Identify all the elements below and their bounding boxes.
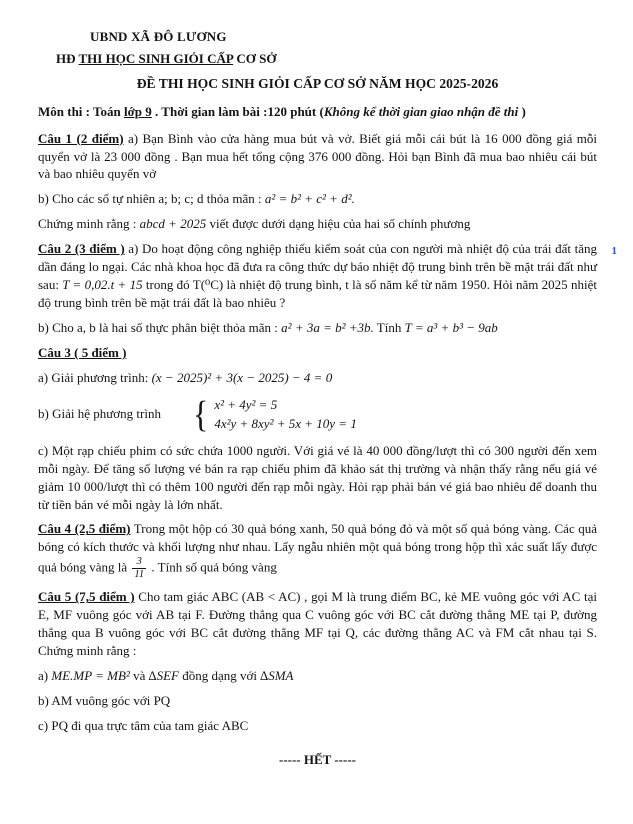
question-1-label: Câu 1 (2 điểm) bbox=[38, 130, 124, 146]
header-org: UBND XÃ ĐÔ LƯƠNG bbox=[90, 29, 227, 44]
question-2-part-a bbox=[38, 240, 597, 312]
question-1-part-b bbox=[38, 190, 597, 208]
q5-a-formula-1: ME.MP = MB² bbox=[51, 668, 130, 684]
question-1-b-text: b) Cho các số tự nhiên a; b; c; d thỏa mãn : bbox=[38, 191, 265, 207]
q5-a-triangle-2: ∆SMA bbox=[260, 668, 294, 684]
end-marker: ----- HẾT ----- bbox=[278, 752, 356, 767]
question-3-part-a bbox=[38, 369, 597, 387]
question-3-part-c bbox=[38, 442, 597, 514]
q5-a-mid-1: và bbox=[129, 668, 149, 684]
q5-a-pre: a) bbox=[38, 668, 52, 684]
question-3-b-text: b) Giải hệ phương trình bbox=[38, 406, 161, 422]
probability-fraction bbox=[132, 556, 146, 581]
question-5-intro bbox=[38, 588, 597, 660]
question-2-b-formula-1: a² + 3a = b² +3b. bbox=[281, 320, 374, 335]
question-3-a-equation: (x − 2025)² + 3(x − 2025) − 4 = 0 bbox=[151, 369, 333, 385]
question-2-a-text-1: a) Do hoạt động công nghiệp thiếu kiểm soát của con người mà nhiệt độ của trái đất tăng dần đáng lo ngại. Các nhà khoa học đã đưa ra công thức dự báo nhiệt độ trung bình trên bề mặt trái đất như sau: bbox=[38, 241, 598, 293]
question-3-c-text: c) Một rạp chiếu phim có sức chứa 1000 người. Với giá vé là 40 000 đồng/lượt thì có 300 người đến xem mỗi ngày. Để tăng số lượng vé bán ra rạp chiếu phim đã khảo sát thị trường và nhận thấy rằng nếu giá vé giảm 10 000/lượt thì có thêm 100 người đến rạp mỗi ngày. Hỏi rạp phải bán vé giá bao nhiêu để doanh thu từ tiền bán vé mỗi ngày là lớn nhất. bbox=[38, 442, 597, 512]
q1-note-pre: Chứng minh rằng : bbox=[38, 216, 140, 232]
question-3-label: Câu 3 ( 5 điểm ) bbox=[38, 344, 127, 360]
question-2-b-text-1: b) Cho a, b là hai số thực phân biệt thỏa mãn : bbox=[38, 320, 282, 335]
q1-note-post: viết được dưới dạng hiệu của hai số chính phương bbox=[206, 216, 471, 232]
fraction-numerator: 3 bbox=[136, 556, 142, 568]
question-1-part-a bbox=[38, 130, 597, 184]
q5-b-text: b) AM vuông góc với PQ bbox=[38, 693, 171, 709]
q5-a-triangle-1: ∆SEF bbox=[148, 668, 179, 684]
subject-grade: lớp 9 bbox=[123, 103, 152, 119]
committee-suffix: CƠ SỞ bbox=[233, 50, 277, 66]
question-2-b-formula-2: T = a³ + b³ − 9ab bbox=[404, 320, 498, 335]
question-5-part-c bbox=[38, 717, 597, 735]
question-4 bbox=[38, 520, 597, 581]
question-3-part-b bbox=[38, 393, 597, 435]
subject-prefix: Môn thi : Toán bbox=[38, 103, 124, 119]
subject-close: ) bbox=[518, 103, 526, 119]
header-committee bbox=[56, 50, 597, 68]
question-2-label: Câu 2 (3 điểm ) bbox=[38, 241, 125, 257]
question-2-part-b bbox=[38, 319, 597, 337]
system-equation-2: 4x²y + 8xy² + 5x + 10y = 1 bbox=[214, 415, 357, 431]
question-5-part-b bbox=[38, 692, 597, 710]
question-5-label: Câu 5 (7,5 điểm ) bbox=[38, 589, 135, 605]
question-3-heading bbox=[38, 344, 597, 362]
question-4-label: Câu 4 (2,5 điểm) bbox=[38, 521, 131, 537]
annotation-marker: 1 bbox=[611, 245, 617, 257]
question-4-text-2: . Tính số quả bóng vàng bbox=[148, 559, 277, 575]
subject-note: Không kể thời gian giao nhận đề thi bbox=[323, 103, 519, 119]
system-brace: { bbox=[192, 393, 209, 435]
subject-duration: . Thời gian làm bài :120 phút ( bbox=[151, 103, 324, 119]
question-3-a-text: a) Giải phương trình: bbox=[38, 369, 152, 385]
fraction-denominator: 11 bbox=[134, 569, 145, 581]
question-2-b-text-2: Tính bbox=[373, 320, 405, 335]
exam-title: ĐỀ THI HỌC SINH GIỎI CẤP CƠ SỞ NĂM HỌC 2025-2026 bbox=[136, 75, 499, 91]
equation-system bbox=[214, 396, 357, 433]
q5-c-text: c) PQ đi qua trực tâm của tam giác ABC bbox=[38, 718, 249, 734]
committee-prefix: HĐ bbox=[56, 50, 79, 66]
q5-a-mid-2: đồng dạng với bbox=[178, 668, 261, 684]
question-1-b-note bbox=[38, 215, 597, 233]
question-5-part-a bbox=[38, 667, 597, 685]
q1-note-formula: abcd + 2025 bbox=[139, 216, 207, 232]
question-1-b-formula: a² = b² + c² + d². bbox=[264, 191, 355, 207]
question-5-intro-text: Cho tam giác ABC (AB < AC) , gọi M là trung điểm BC, kẻ ME vuông góc với AC tại E, MF vuông góc với AB tại F. Đường thẳng qua C vuông góc với BC cắt đường thẳng ME tại P, đường thẳng qua B vuông góc với BC cắt đường thẳng MF tại Q, các đường thẳng AC và FM cắt nhau tại S. Chứng minh rằng : bbox=[38, 589, 597, 659]
subject-line bbox=[38, 103, 597, 121]
question-1-a-text: a) Bạn Bình vào cửa hàng mua bút và vở. Biết giá mỗi cái bút là 16 000 đồng giá mỗi quyển vở là 23 000 đồng . Bạn mua hết tổng cộng 376 000 đồng. Hỏi bạn Bình đã mua bao nhiêu cái bút và bao nhiêu quyển vở bbox=[38, 130, 598, 182]
question-2-a-formula: T = 0,02.t + 15 bbox=[62, 277, 143, 293]
committee-underlined: THI HỌC SINH GIỎI CẤP bbox=[78, 50, 234, 66]
system-equation-1: x² + 4y² = 5 bbox=[214, 396, 278, 412]
question-4-text-1: Trong một hộp có 30 quả bóng xanh, 50 quả bóng đỏ và một số quả bóng vàng. Các quả bóng có kích thước và khối lượng như nhau. Lấy ngẫu nhiên một quả bóng trong hộp thì xác suất lấy được quả bóng vàng là bbox=[38, 521, 597, 575]
question-2-a-text-2: trong đó T(⁰C) là nhiệt độ trung bình, t là số năm kể từ năm 1950. Hỏi năm 2025 nhiệt độ trung bình trên bề mặt trái đất là bao nhiêu ? bbox=[38, 277, 597, 311]
